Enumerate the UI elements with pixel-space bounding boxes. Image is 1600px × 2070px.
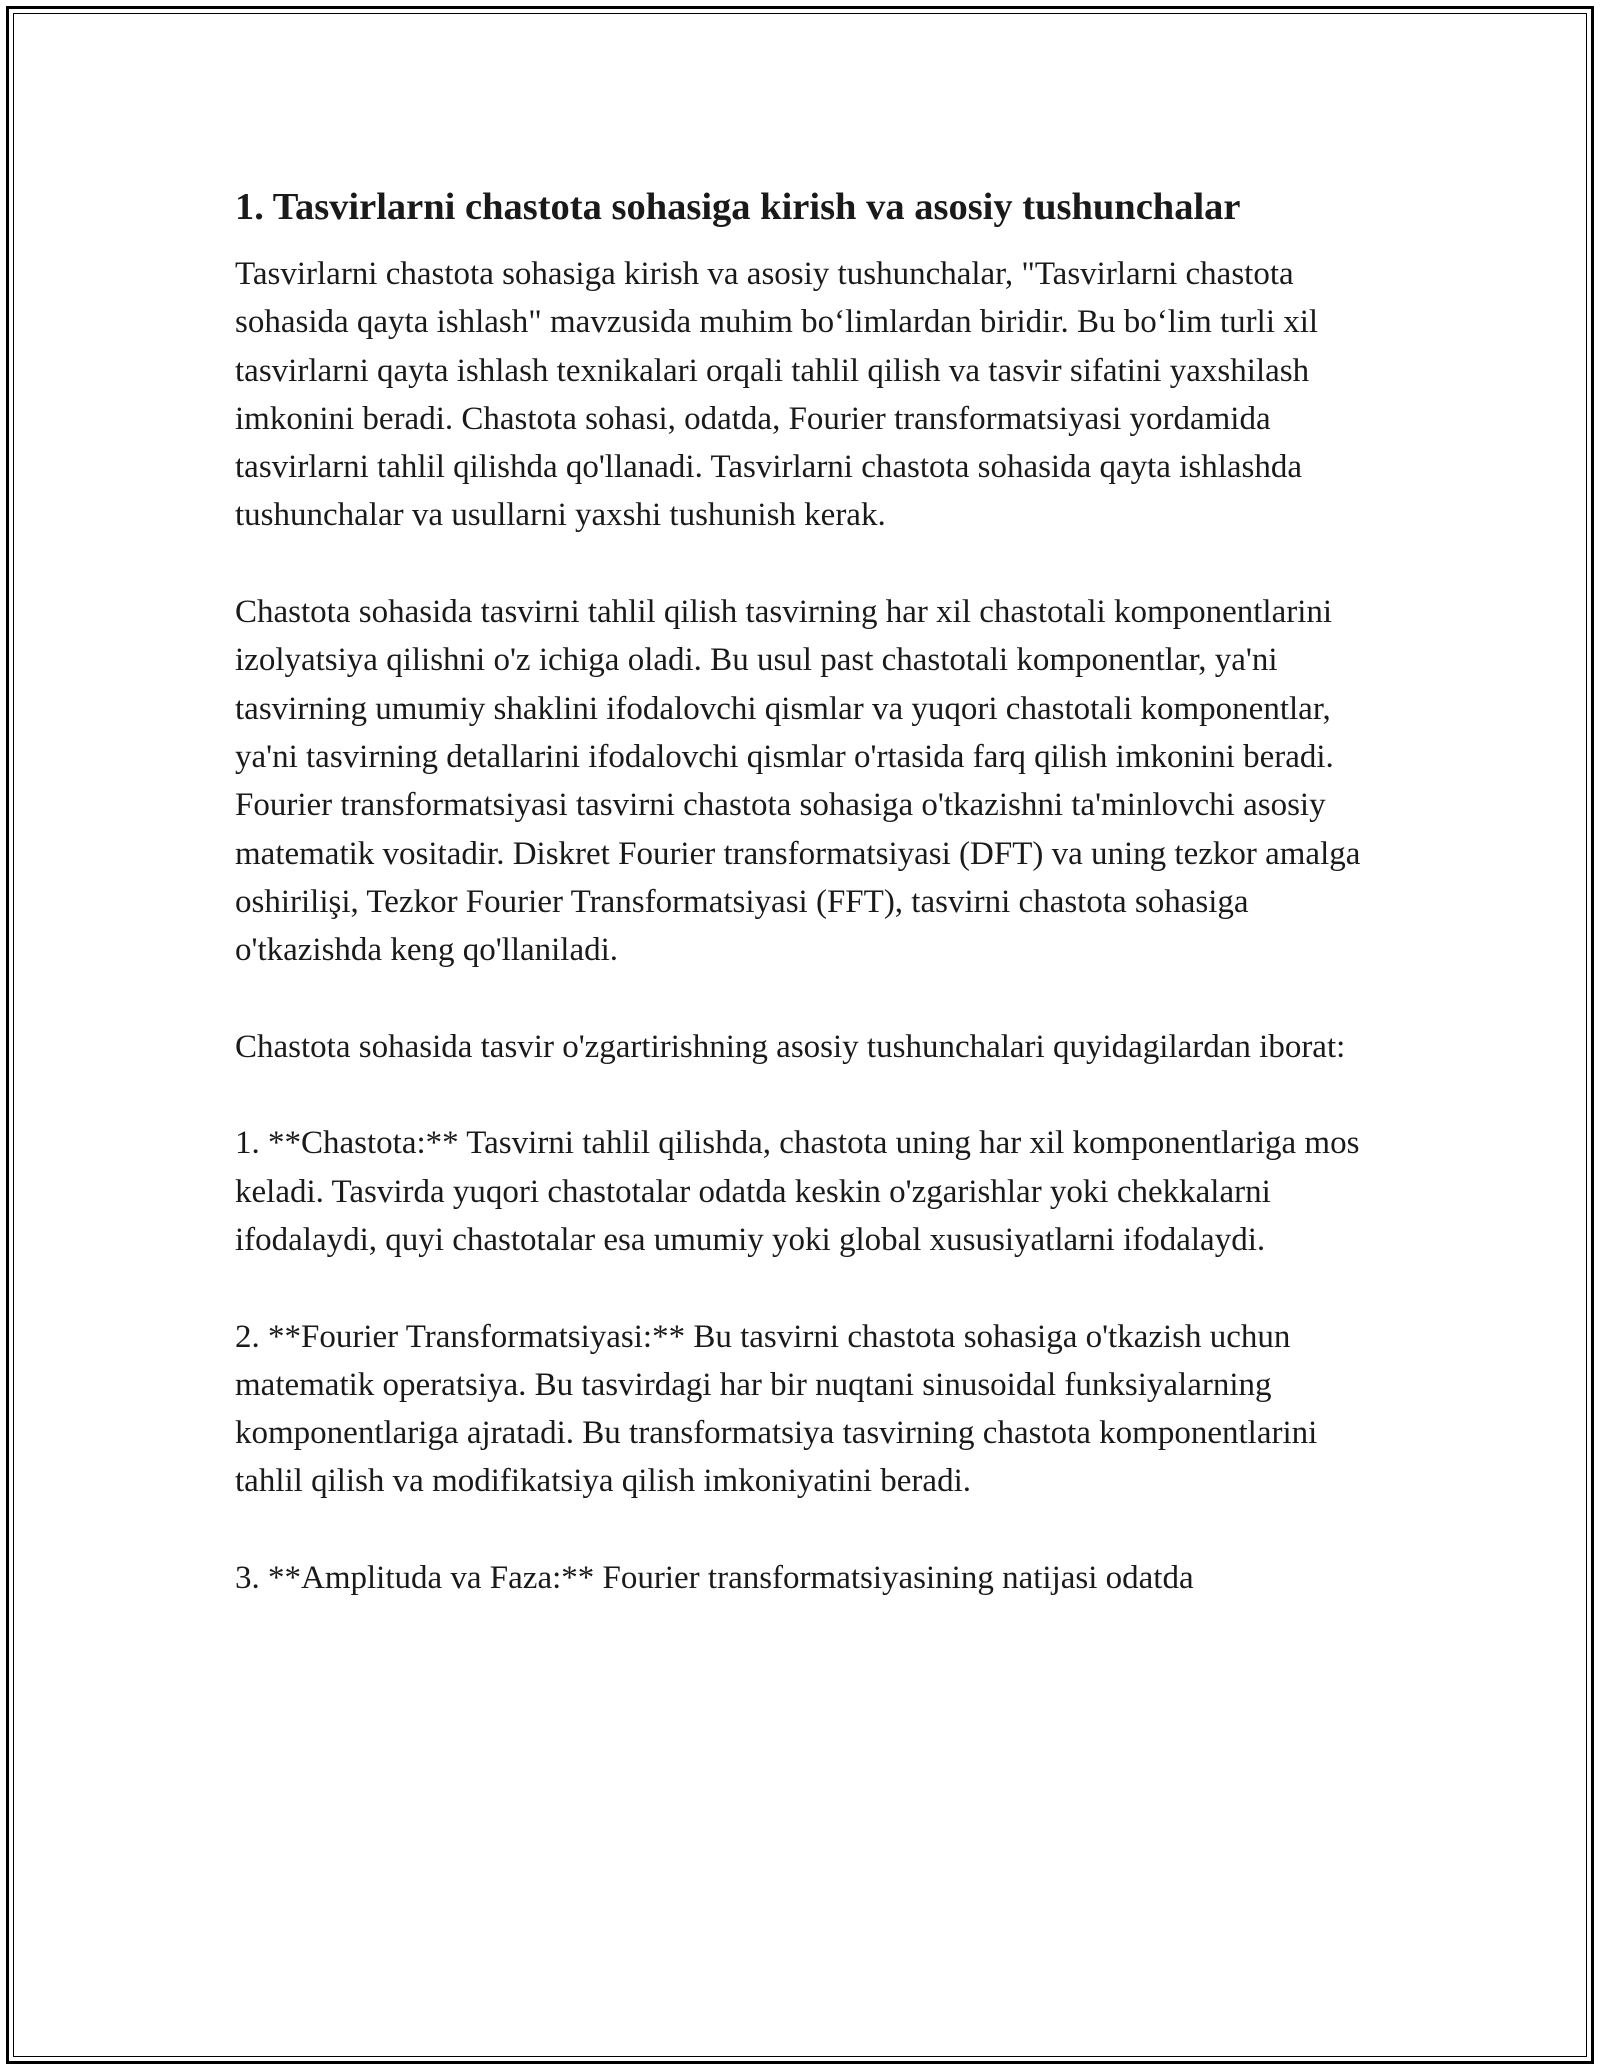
- list-item-fourier: 2. **Fourier Transformatsiyasi:** Bu tasvirni chastota sohasiga o'tkazish uchun matematik operatsiya. Bu tasvirdagi har bir nuqtani sinusoidal funksiyalarning komponentlariga ajratadi. Bu transformatsiya tasvirning chastota komponentlarini tahlil qilish va modifikatsiya qilish imkoniyatini beradi.: [235, 1318, 1318, 1500]
- list-item-frequency: 1. **Chastota:** Tasvirni tahlil qilishda, chastota uning har xil komponentlariga mos keladi. Tasvirda yuqori chastotalar odatda keskin o'zgarishlar yoki chekkalarni ifodalaydi, quyi chastotalar esa umumiy yoki global xususiyatlarni ifodalaydi.: [235, 1125, 1360, 1258]
- list-item-amplitude-phase: 3. **Amplituda va Faza:** Fourier transformatsiyasining natijasi odatda: [235, 1560, 1194, 1597]
- paragraph-intro: Tasvirlarni chastota sohasiga kirish va asosiy tushunchalar, "Tasvirlarni chastota sohasida qayta ishlash" mavzusida muhim bo‘limlardan biridir. Bu bo‘lim turli xil tasvirlarni qayta ishlash texnikalari orqali tahlil qilish va tasvir sifatini yaxshilash imkonini beradi. Chastota sohasi, odatda, Fourier transformatsiyasi yordamida tasvirlarni tahlil qilishda qo'llanadi. Tasvirlarni chastota sohasida qayta ishlashda tushunchalar va usullarni yaxshi tushunish kerak.: [235, 256, 1319, 534]
- paragraph-analysis: Chastota sohasida tasvirni tahlil qilish tasvirning har xil chastotali komponentlarini izolyatsiya qilishni o'z ichiga oladi. Bu usul past chastotali komponentlar, ya'ni tasvirning umumiy shaklini ifodalovchi qismlar va yuqori chastotali komponentlar, ya'ni tasvirning detallarini ifodalovchi qismlar o'rtasida farq qilish imkonini beradi. Fourier transformatsiyasi tasvirni chastota sohasiga o'tkazishni ta'minlovchi asosiy matematik vositadir. Diskret Fourier transformatsiyasi (DFT) va uning tezkor amalga oshirilişi, Tezkor Fourier Transformatsiyasi (FFT), tasvirni chastota sohasiga o'tkazishda keng qo'llaniladi.: [235, 594, 1361, 969]
- section-heading: 1. Tasvirlarni chastota sohasiga kirish va asosiy tushunchalar: [235, 186, 1241, 228]
- document-body: [235, 182, 1385, 1651]
- paragraph-concepts-lead: Chastota sohasida tasvir o'zgartirishning asosiy tushunchalari quyidagilardan iborat:: [235, 1028, 1346, 1065]
